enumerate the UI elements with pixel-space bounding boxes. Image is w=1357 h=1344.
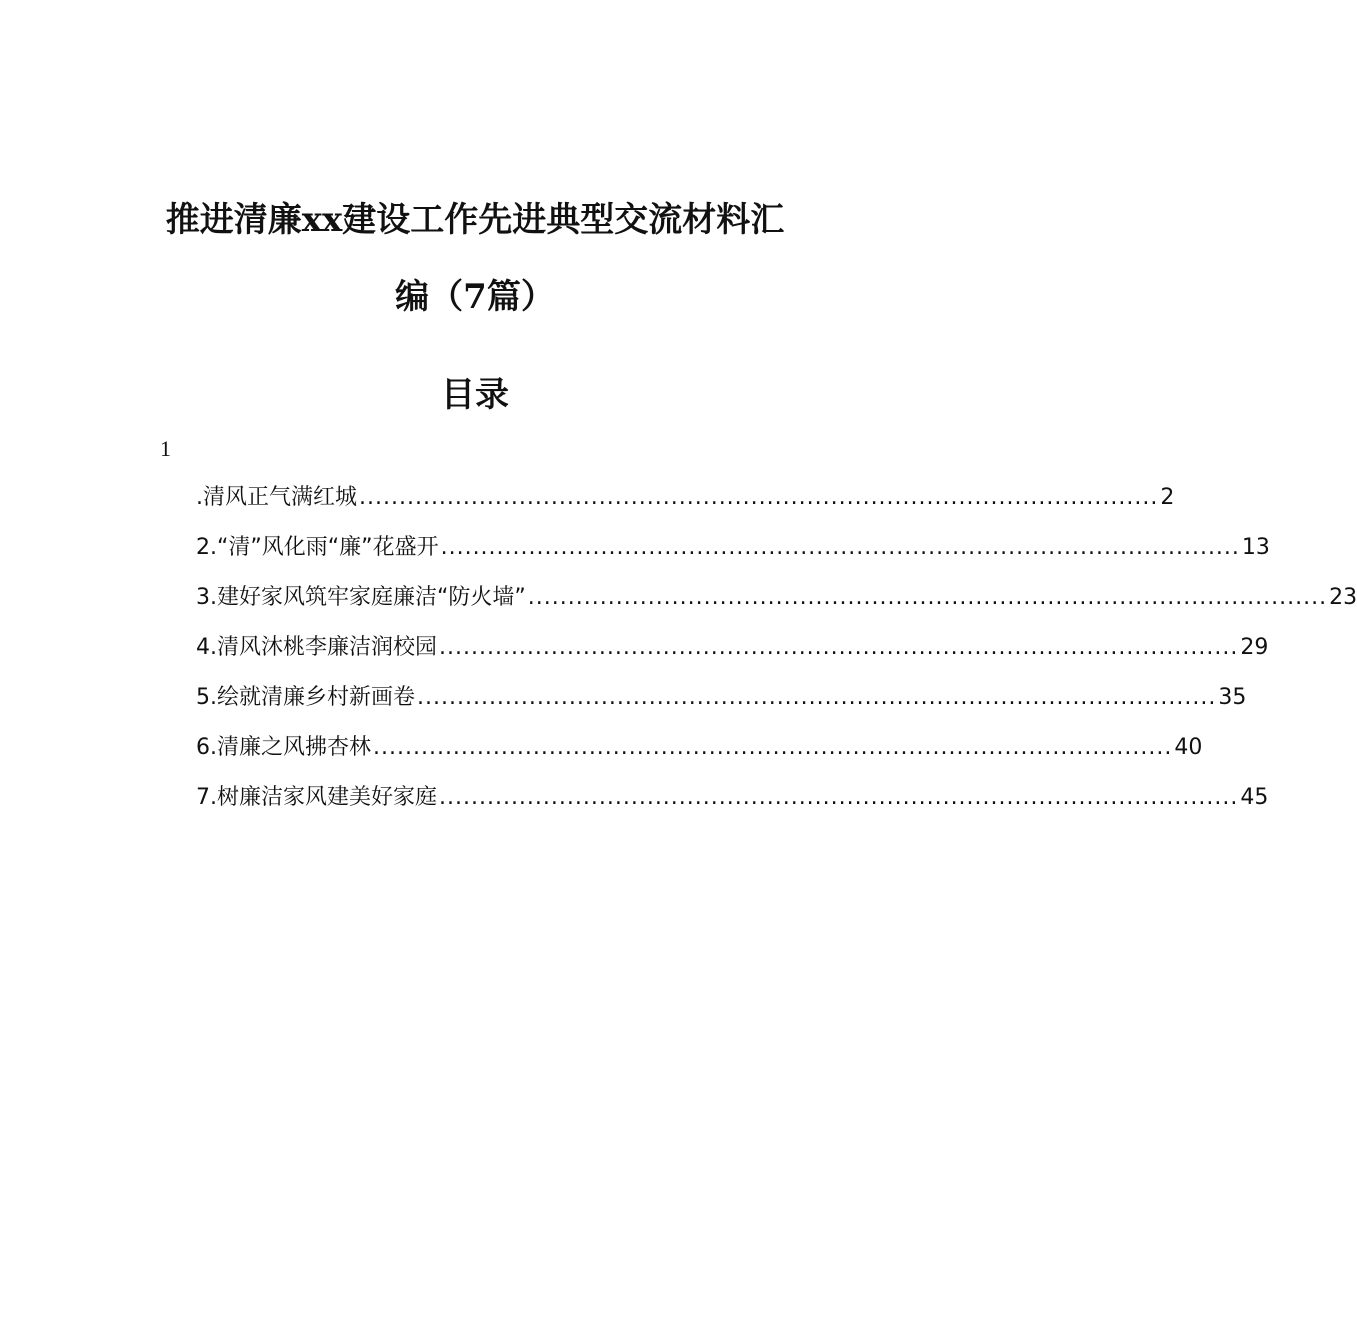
toc-heading: 目录 bbox=[441, 375, 509, 415]
table-of-contents bbox=[196, 478, 1357, 828]
toc-dot-leader: .................................................................................................... bbox=[440, 535, 1240, 560]
toc-entry[interactable] bbox=[196, 528, 1270, 578]
toc-dot-leader: .................................................................................................... bbox=[417, 685, 1217, 710]
toc-dot-leader: .................................................................................................... bbox=[439, 635, 1239, 660]
toc-entry[interactable] bbox=[196, 628, 1269, 678]
toc-page-number[interactable]: 35 bbox=[1218, 685, 1247, 710]
toc-page-number[interactable]: 45 bbox=[1240, 785, 1269, 810]
toc-entry-title[interactable]: 7.树廉洁家风建美好家庭 bbox=[196, 785, 437, 810]
document-title-line-1: 推进清廉xx建设工作先进典型交流材料汇 bbox=[165, 200, 785, 240]
toc-dot-leader: .................................................................................................... bbox=[359, 485, 1159, 510]
toc-entry[interactable] bbox=[196, 728, 1203, 778]
toc-page-number[interactable]: 40 bbox=[1174, 735, 1203, 760]
toc-entry[interactable] bbox=[196, 578, 1357, 628]
toc-dot-leader: .................................................................................................... bbox=[439, 785, 1239, 810]
toc-entry-title[interactable]: 6.清廉之风拂杏林 bbox=[196, 735, 371, 760]
toc-entry-title[interactable]: .清风正气满红城 bbox=[196, 485, 357, 510]
toc-page-number[interactable]: 2 bbox=[1160, 485, 1175, 510]
toc-entry[interactable] bbox=[196, 678, 1247, 728]
toc-entry-title[interactable]: 2.“清”风化雨“廉”花盛开 bbox=[196, 535, 439, 560]
toc-page-number[interactable]: 23 bbox=[1329, 585, 1357, 610]
toc-page-number[interactable]: 13 bbox=[1241, 535, 1270, 560]
toc-entry[interactable] bbox=[196, 478, 1175, 528]
toc-dot-leader: .................................................................................................... bbox=[527, 585, 1328, 610]
toc-entry-title[interactable]: 5.绘就清廉乡村新画卷 bbox=[196, 685, 415, 710]
toc-entry-title[interactable]: 3.建好家风筑牢家庭廉洁“防火墙” bbox=[196, 585, 526, 610]
toc-page-number[interactable]: 29 bbox=[1240, 635, 1269, 660]
toc-dot-leader: .................................................................................................... bbox=[373, 735, 1173, 760]
toc-entry[interactable] bbox=[196, 778, 1269, 828]
document-title-line-2: 编（7篇） bbox=[395, 277, 555, 317]
toc-entry-title[interactable]: 4.清风沐桃李廉洁润校园 bbox=[196, 635, 437, 660]
toc-stray-number: 1 bbox=[160, 436, 171, 461]
